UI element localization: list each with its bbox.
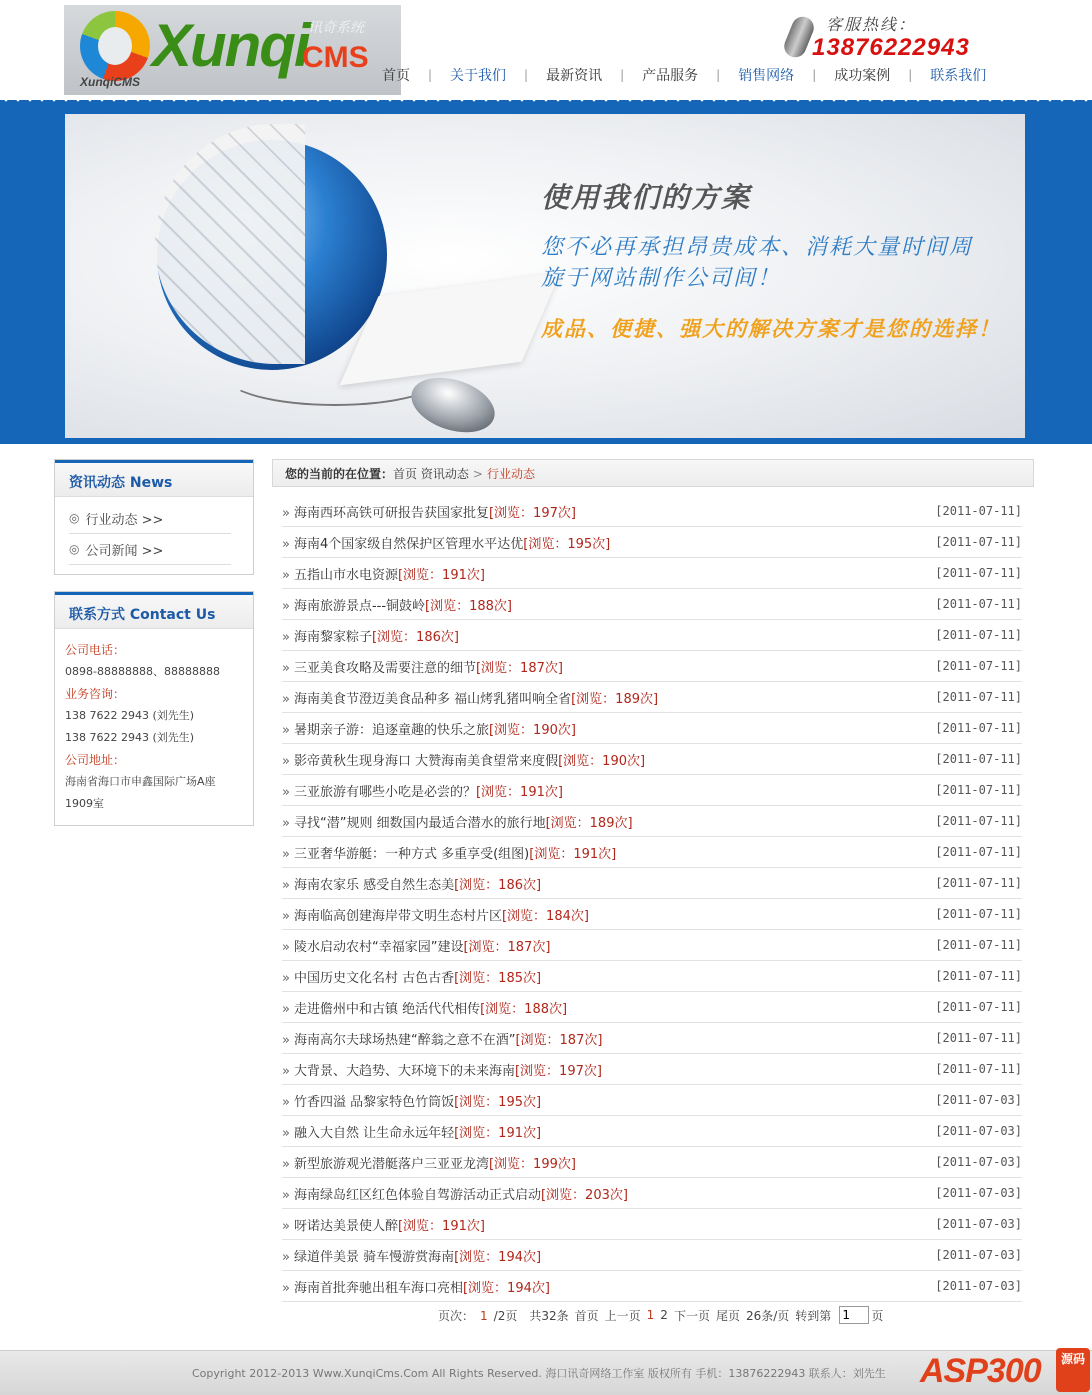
hotline-label: 客服热线： — [826, 15, 917, 34]
banner-line-2: 旋于网站制作公司间！ — [541, 266, 782, 291]
article-title-cell — [282, 998, 567, 1017]
nav-products[interactable]: 产品服务 — [642, 68, 699, 84]
article-date: [2011-07-11] — [935, 752, 1022, 766]
double-chevron-icon: » — [282, 598, 290, 614]
article-views: [浏览：187次] — [463, 939, 551, 955]
double-chevron-icon: » — [282, 660, 290, 676]
site-logo[interactable] — [64, 5, 401, 95]
article-title[interactable]: 大背景、大趋势、大环境下的未来海南 — [293, 1063, 515, 1079]
nav-home[interactable]: 首页 — [382, 68, 410, 84]
banner-line-1: 您不必再承担昂贵成本、消耗大量时间周 — [541, 235, 974, 260]
circle-bullet-icon: ◎ — [69, 511, 80, 525]
article-title-cell — [282, 812, 633, 831]
nav-cases[interactable]: 成功案例 — [834, 68, 891, 84]
breadcrumb — [272, 459, 1034, 487]
article-title[interactable]: 寻找“潜”规则 细数国内最适合潜水的旅行地 — [293, 815, 546, 831]
article-date: [2011-07-11] — [935, 814, 1022, 828]
double-chevron-icon: » — [282, 877, 290, 893]
article-title-cell — [282, 781, 563, 800]
article-row[interactable] — [282, 527, 1022, 558]
article-title-cell — [282, 905, 589, 924]
article-title-cell — [282, 1184, 628, 1203]
article-row[interactable] — [282, 496, 1022, 527]
main-nav — [370, 64, 998, 86]
article-title[interactable]: 海南美食节澄迈美食品种多 福山烤乳猪叫响全省 — [293, 691, 572, 707]
phone-value: 0898-88888888、88888888 — [65, 665, 220, 678]
site-header — [0, 0, 1092, 104]
news-category-list — [55, 497, 253, 565]
banner-line-3: 成品、便捷、强大的解决方案才是您的选择！ — [541, 317, 1001, 341]
pager-first[interactable]: 首页 — [574, 1308, 599, 1323]
article-views: [浏览：191次] — [475, 784, 563, 800]
nav-divider: | — [620, 68, 625, 82]
article-date: [2011-07-11] — [935, 1000, 1022, 1014]
sidebar-item-label: 行业动态 >> — [85, 512, 164, 528]
article-row[interactable] — [282, 1240, 1022, 1271]
nav-divider: | — [524, 68, 529, 82]
article-row[interactable] — [282, 589, 1022, 620]
article-row[interactable] — [282, 744, 1022, 775]
article-views: [浏览：190次] — [488, 722, 576, 738]
article-title-cell — [282, 1122, 541, 1141]
double-chevron-icon: » — [282, 970, 290, 986]
double-chevron-icon: » — [282, 1001, 290, 1017]
article-views: [浏览：187次] — [475, 660, 563, 676]
article-row[interactable] — [282, 713, 1022, 744]
article-views: [浏览：199次] — [488, 1156, 576, 1172]
article-views: [浏览：189次] — [545, 815, 633, 831]
nav-about[interactable]: 关于我们 — [450, 68, 507, 84]
article-views: [浏览：191次] — [397, 567, 485, 583]
double-chevron-icon: » — [282, 1187, 290, 1203]
article-row[interactable] — [282, 1178, 1022, 1209]
address-line-2: 1909室 — [65, 797, 104, 810]
article-views: [浏览：187次] — [515, 1032, 603, 1048]
article-row[interactable] — [282, 961, 1022, 992]
article-date: [2011-07-11] — [935, 969, 1022, 983]
pager-page-2[interactable]: 2 — [660, 1308, 668, 1322]
address-label: 公司地址： — [65, 753, 126, 767]
article-title[interactable]: 陵水启动农村“幸福家园”建设 — [293, 939, 464, 955]
article-title[interactable]: 三亚旅游有哪些小吃是必尝的？ — [293, 784, 476, 800]
article-title[interactable]: 海南首批奔驰出租车海口亮相 — [293, 1280, 463, 1296]
article-title-cell — [282, 533, 610, 552]
double-chevron-icon: » — [282, 1249, 290, 1265]
article-title-cell — [282, 719, 576, 738]
article-title-cell — [282, 1277, 550, 1296]
article-row[interactable] — [282, 992, 1022, 1023]
hotline-number: 13876222943 — [812, 34, 970, 61]
consult-value-2: 138 7622 2943 (刘先生) — [65, 731, 195, 744]
article-views: [浏览：191次] — [397, 1218, 485, 1234]
article-date: [2011-07-11] — [935, 566, 1022, 580]
article-row[interactable] — [282, 930, 1022, 961]
double-chevron-icon: » — [282, 753, 290, 769]
breadcrumb-separator: > — [472, 467, 483, 481]
pager-total: /2页 — [493, 1308, 518, 1323]
article-views: [浏览：186次] — [371, 629, 459, 645]
article-views: [浏览：203次] — [540, 1187, 628, 1203]
article-row[interactable] — [282, 837, 1022, 868]
article-title-cell — [282, 688, 658, 707]
article-row[interactable] — [282, 899, 1022, 930]
article-date: [2011-07-03] — [935, 1124, 1022, 1138]
breadcrumb-section[interactable]: 资讯动态 — [420, 467, 469, 481]
article-views: [浏览：184次] — [501, 908, 589, 924]
article-title[interactable]: 海南西环高铁可研报告获国家批复 — [293, 505, 489, 521]
zigzag-divider — [0, 96, 1092, 108]
article-date: [2011-07-11] — [935, 721, 1022, 735]
article-title[interactable]: 五指山市水电资源 — [293, 567, 398, 583]
article-date: [2011-07-03] — [935, 1093, 1022, 1107]
nav-divider: | — [812, 68, 817, 82]
article-views: [浏览：197次] — [488, 505, 576, 521]
double-chevron-icon: » — [282, 1063, 290, 1079]
article-title[interactable]: 海南高尔夫球场热建“醉翁之意不在酒” — [293, 1032, 516, 1048]
article-title[interactable]: 海南临高创建海岸带文明生态村片区 — [293, 908, 502, 924]
article-title[interactable]: 新型旅游观光潜艇落户三亚亚龙湾 — [293, 1156, 489, 1172]
watermark-logo: ASP300 — [920, 1352, 1041, 1390]
article-views: [浏览：189次] — [571, 691, 659, 707]
article-views: [浏览：194次] — [462, 1280, 550, 1296]
nav-divider: | — [428, 68, 433, 82]
article-title-cell — [282, 1060, 602, 1079]
logo-cn: 讯奇系统 — [308, 20, 364, 36]
article-views: [浏览：191次] — [529, 846, 617, 862]
sidebar-item-label: 公司新闻 >> — [85, 543, 164, 559]
article-views: [浏览：188次] — [425, 598, 513, 614]
logo-subtitle: XunqiCMS — [80, 75, 140, 89]
article-title-cell — [282, 657, 563, 676]
article-title[interactable]: 海南黎家粽子 — [293, 629, 372, 645]
article-date: [2011-07-03] — [935, 1248, 1022, 1262]
article-views: [浏览：185次] — [454, 970, 542, 986]
article-views: [浏览：191次] — [454, 1125, 542, 1141]
article-date: [2011-07-11] — [935, 845, 1022, 859]
article-views: [浏览：194次] — [454, 1249, 542, 1265]
article-date: [2011-07-11] — [935, 938, 1022, 952]
contact-sidebox-title: 联系方式 Contact Us — [55, 592, 253, 629]
article-title-cell — [282, 1029, 602, 1048]
article-title-cell — [282, 626, 459, 645]
double-chevron-icon: » — [282, 1280, 290, 1296]
phone-label: 公司电话： — [65, 643, 126, 657]
article-date: [2011-07-11] — [935, 1031, 1022, 1045]
nav-sales[interactable]: 销售网络 — [738, 68, 795, 84]
double-chevron-icon: » — [282, 1094, 290, 1110]
article-row[interactable] — [282, 682, 1022, 713]
pager-label — [438, 1307, 523, 1324]
article-date: [2011-07-11] — [935, 504, 1022, 518]
pagination — [438, 1306, 889, 1324]
double-chevron-icon: » — [282, 536, 290, 552]
article-row[interactable] — [282, 775, 1022, 806]
article-title-cell — [282, 750, 645, 769]
article-title-cell — [282, 502, 576, 521]
article-date: [2011-07-11] — [935, 690, 1022, 704]
article-date: [2011-07-11] — [935, 597, 1022, 611]
double-chevron-icon: » — [282, 567, 290, 583]
article-title[interactable]: 竹香四溢 品黎家特色竹筒饭 — [293, 1094, 455, 1110]
asp300-watermark — [916, 1344, 1092, 1395]
pager-page-1[interactable]: 1 — [646, 1308, 655, 1322]
article-views: [浏览：195次] — [523, 536, 611, 552]
logo-cms: CMS — [302, 41, 369, 74]
article-title-cell — [282, 967, 541, 986]
double-chevron-icon: » — [282, 846, 290, 862]
article-title[interactable]: 三亚奢华游艇：一种方式 多重享受(组图) — [293, 846, 530, 862]
article-title-cell — [282, 1246, 541, 1265]
contact-sidebox — [54, 591, 254, 826]
article-views: [浏览：195次] — [454, 1094, 542, 1110]
article-date: [2011-07-03] — [935, 1279, 1022, 1293]
article-row[interactable] — [282, 1054, 1022, 1085]
double-chevron-icon: » — [282, 1032, 290, 1048]
contact-details — [55, 629, 253, 815]
double-chevron-icon: » — [282, 722, 290, 738]
article-title[interactable]: 三亚美食攻略及需要注意的细节 — [293, 660, 476, 676]
article-date: [2011-07-11] — [935, 1062, 1022, 1076]
nav-divider: | — [908, 68, 913, 82]
article-title[interactable]: 呀诺达美景使人醉 — [293, 1218, 398, 1234]
article-title[interactable]: 暑期亲子游：追逐童趣的快乐之旅 — [293, 722, 489, 738]
pager-current: 1 — [480, 1308, 488, 1323]
article-title[interactable]: 绿道伴美景 骑车慢游赏海南 — [293, 1249, 455, 1265]
article-title[interactable]: 影帝黄秋生现身海口 大赞海南美食望常来度假 — [293, 753, 559, 769]
nav-divider: | — [716, 68, 721, 82]
puzzle-pieces-image — [155, 124, 305, 364]
article-date: [2011-07-03] — [935, 1217, 1022, 1231]
news-sidebox — [54, 459, 254, 575]
banner-title: 使用我们的方案 — [541, 181, 752, 214]
article-row[interactable] — [282, 806, 1022, 837]
article-row[interactable] — [282, 1147, 1022, 1178]
logo-orb-icon — [80, 11, 150, 81]
article-title-cell — [282, 564, 485, 583]
article-title[interactable]: 中国历史文化名村 古色古香 — [293, 970, 455, 986]
double-chevron-icon: » — [282, 505, 290, 521]
article-views: [浏览：188次] — [480, 1001, 568, 1017]
hotline — [786, 12, 986, 62]
article-row[interactable] — [282, 1085, 1022, 1116]
article-title-cell — [282, 1153, 576, 1172]
double-chevron-icon: » — [282, 784, 290, 800]
sidebar-item-company-news[interactable] — [69, 534, 231, 565]
consult-label: 业务咨询： — [65, 687, 126, 701]
article-row[interactable] — [282, 1209, 1022, 1240]
article-row[interactable] — [282, 620, 1022, 651]
breadcrumb-current: 行业动态 — [486, 467, 535, 481]
article-title-cell — [282, 1091, 541, 1110]
logo-name: Xunqi — [152, 12, 309, 79]
article-title[interactable]: 海南绿岛红区红色体验自驾游活动正式启动 — [293, 1187, 541, 1203]
pager-pages-label: 页次： — [438, 1308, 475, 1323]
article-list — [282, 496, 1022, 1302]
article-row[interactable] — [282, 868, 1022, 899]
article-date: [2011-07-03] — [935, 1186, 1022, 1200]
article-date: [2011-07-03] — [935, 1155, 1022, 1169]
double-chevron-icon: » — [282, 1218, 290, 1234]
article-title[interactable]: 走进儋州中和古镇 绝活代代相传 — [293, 1001, 481, 1017]
double-chevron-icon: » — [282, 815, 290, 831]
article-title-cell — [282, 843, 616, 862]
article-title-cell — [282, 1215, 485, 1234]
article-title-cell — [282, 936, 550, 955]
consult-value-1: 138 7622 2943 (刘先生) — [65, 709, 195, 722]
pager-last[interactable]: 尾页 — [715, 1308, 740, 1323]
watermark-badge: 源码 — [1056, 1348, 1090, 1392]
article-date: [2011-07-11] — [935, 907, 1022, 921]
article-title[interactable]: 海南旅游景点---铜鼓岭 — [293, 598, 426, 614]
double-chevron-icon: » — [282, 629, 290, 645]
article-row[interactable] — [282, 1023, 1022, 1054]
double-chevron-icon: » — [282, 1125, 290, 1141]
article-views: [浏览：190次] — [558, 753, 646, 769]
article-views: [浏览：186次] — [454, 877, 542, 893]
breadcrumb-home[interactable]: 首页 — [393, 467, 418, 481]
pager-per-page: 26条/页 — [745, 1308, 790, 1323]
nav-news[interactable]: 最新资讯 — [546, 68, 603, 84]
breadcrumb-prefix: 您的当前的在位置： — [285, 467, 394, 481]
nav-contact[interactable]: 联系我们 — [930, 68, 987, 84]
article-title-cell — [282, 595, 512, 614]
article-date: [2011-07-11] — [935, 876, 1022, 890]
hero-banner — [65, 114, 1025, 438]
article-date: [2011-07-11] — [935, 659, 1022, 673]
article-date: [2011-07-11] — [935, 783, 1022, 797]
article-title[interactable]: 海南4个国家级自然保护区管理水平达优 — [293, 536, 524, 552]
circle-bullet-icon: ◎ — [69, 542, 80, 556]
article-title[interactable]: 融入大自然 让生命永远年轻 — [293, 1125, 455, 1141]
news-sidebox-title: 资讯动态 News — [55, 460, 253, 497]
article-views: [浏览：197次] — [514, 1063, 602, 1079]
double-chevron-icon: » — [282, 1156, 290, 1172]
pager-goto-input[interactable] — [839, 1306, 869, 1324]
pager-prev[interactable]: 上一页 — [604, 1308, 641, 1323]
article-row[interactable] — [282, 651, 1022, 682]
sidebar-item-industry-news[interactable] — [69, 503, 231, 534]
article-date: [2011-07-11] — [935, 535, 1022, 549]
article-row[interactable] — [282, 558, 1022, 589]
double-chevron-icon: » — [282, 939, 290, 955]
article-date: [2011-07-11] — [935, 628, 1022, 642]
pager-count: 共32条 — [529, 1308, 569, 1323]
pager-goto-label: 转到第 — [795, 1308, 832, 1323]
footer-copyright: Copyright 2012-2013 Www.XunqiCms.Com All Rights Reserved. 海口讯奇网络工作室 版权所有 手机：13876222943 联系人：刘先生 — [192, 1367, 886, 1380]
double-chevron-icon: » — [282, 691, 290, 707]
double-chevron-icon: » — [282, 908, 290, 924]
article-row[interactable] — [282, 1116, 1022, 1147]
article-title-cell — [282, 874, 541, 893]
article-row[interactable] — [282, 1271, 1022, 1302]
pager-next[interactable]: 下一页 — [673, 1308, 710, 1323]
address-line-1: 海南省海口市申鑫国际广场A座 — [65, 775, 216, 788]
pager-page-suffix: 页 — [871, 1308, 884, 1323]
article-title[interactable]: 海南农家乐 感受自然生态美 — [293, 877, 455, 893]
